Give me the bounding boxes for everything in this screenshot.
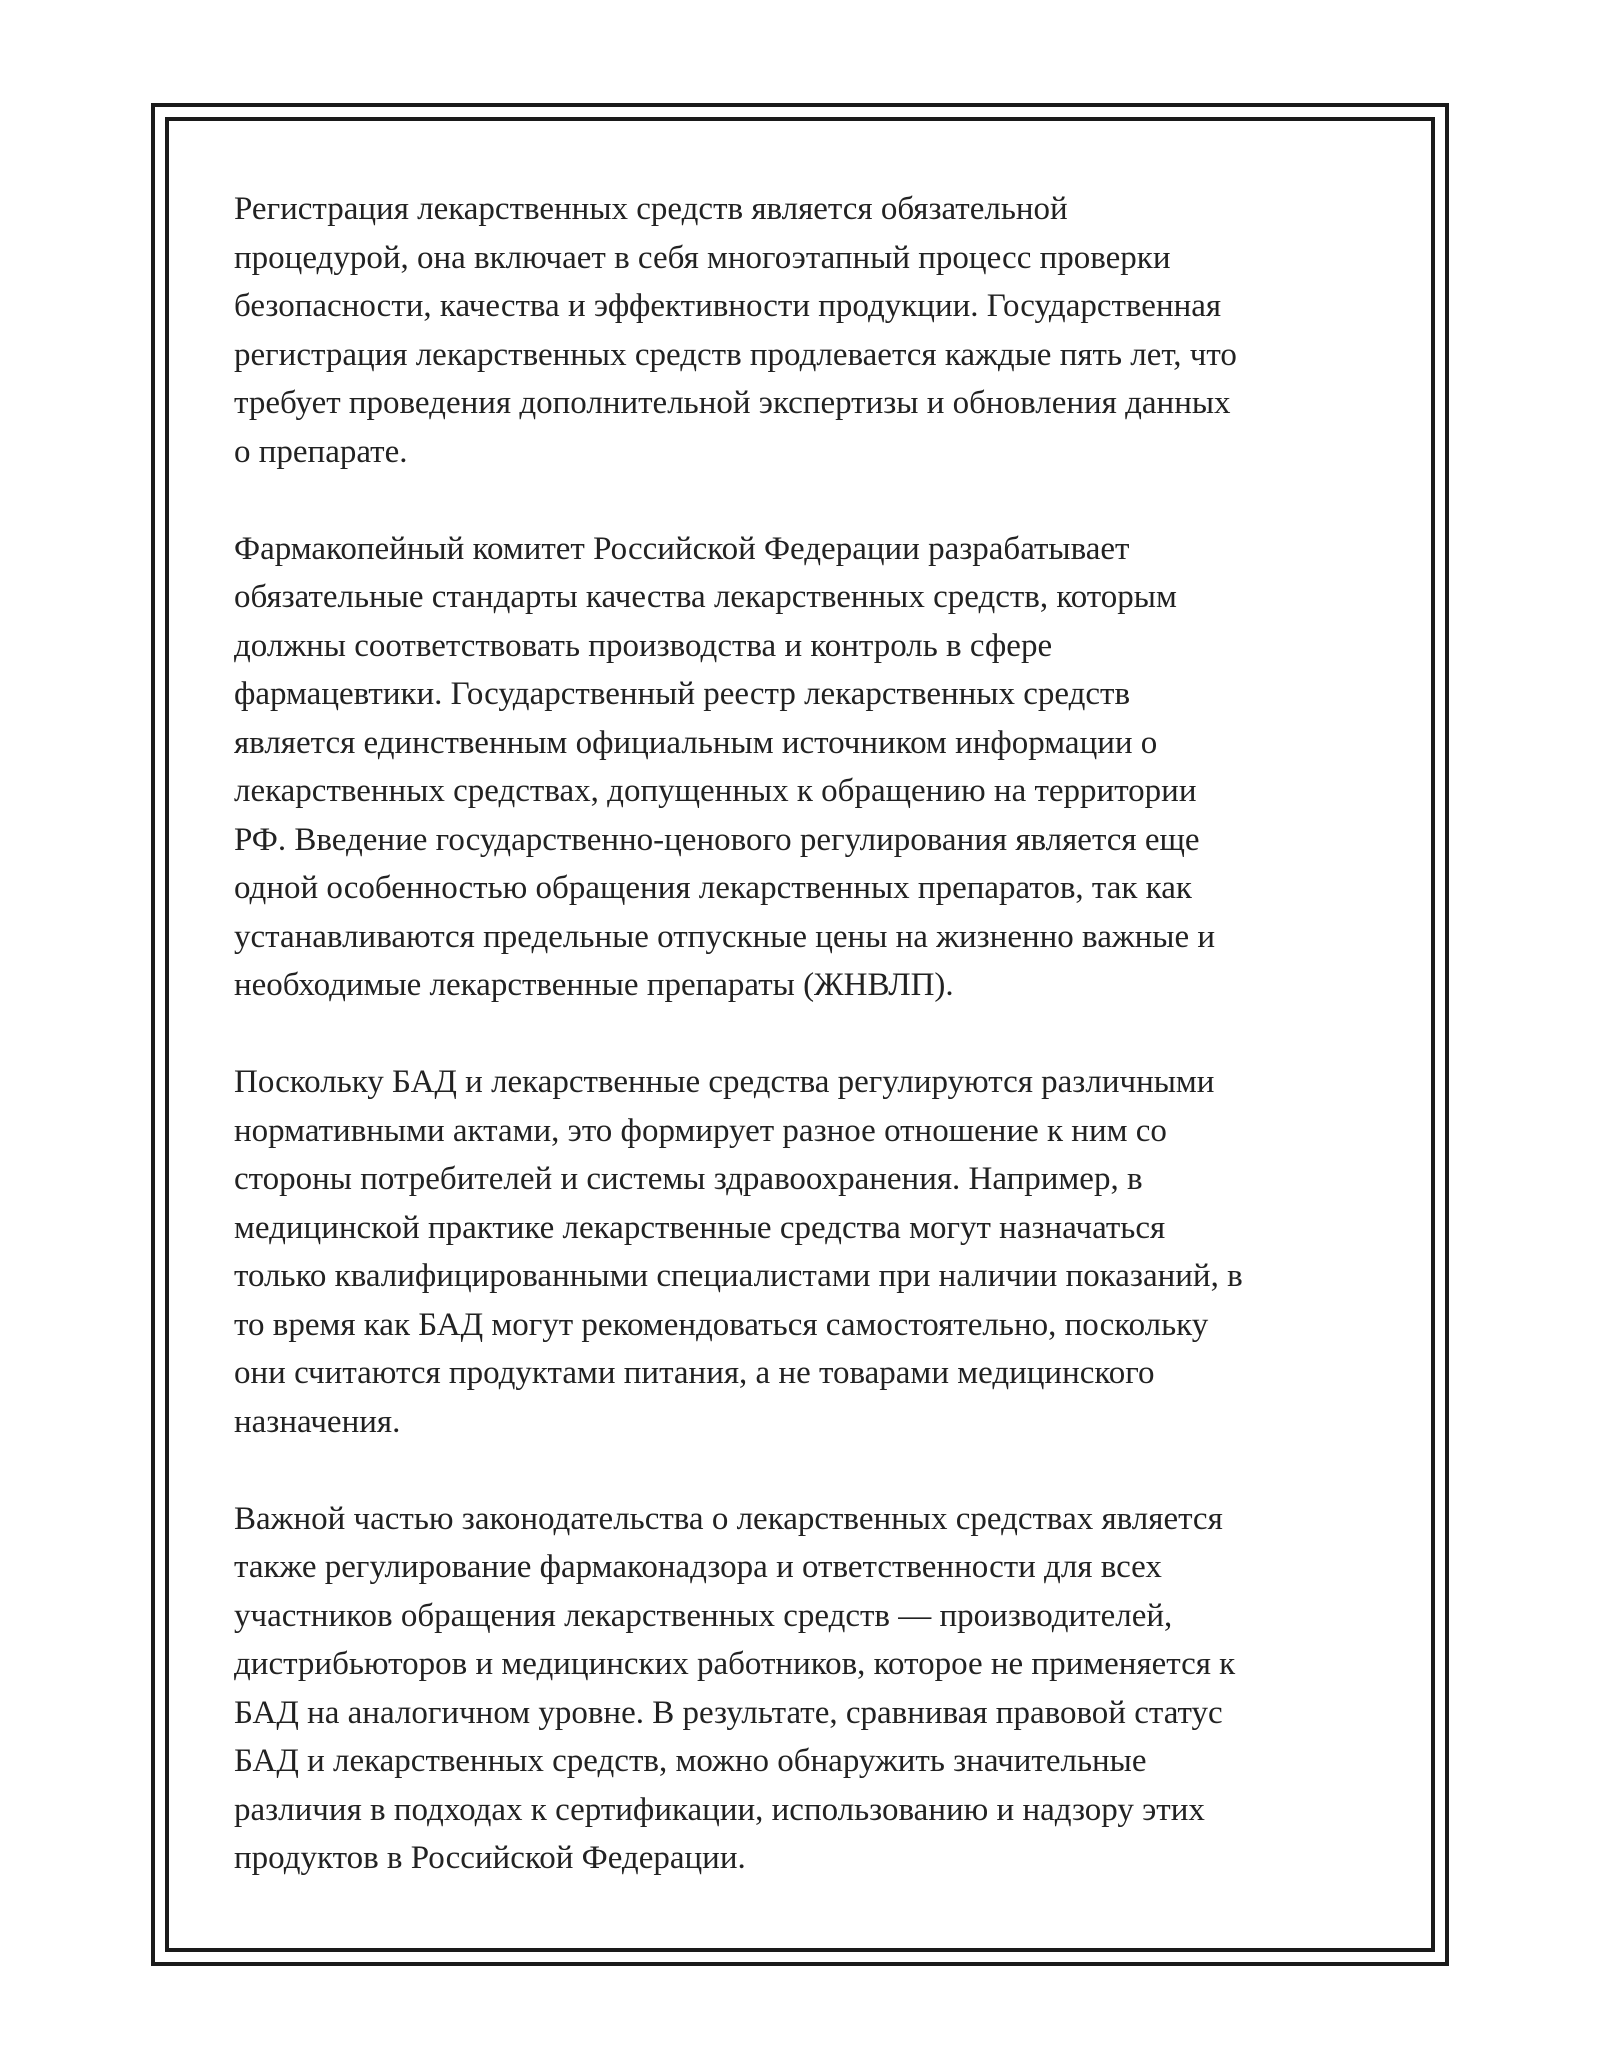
text-line: обязательные стандарты качества лекарственных средств, которым <box>234 579 1177 615</box>
text-line: нормативными актами, это формирует разное отношение к ним со <box>234 1112 1167 1149</box>
document-body <box>234 185 1364 1931</box>
text-line: БАД на аналогичном уровне. В результате, сравнивая правовой статус <box>234 1694 1223 1731</box>
paragraph-1 <box>234 185 1364 476</box>
text-line: медицинской практике лекарственные средства могут назначаться <box>234 1209 1166 1246</box>
paragraph-3 <box>234 1058 1364 1446</box>
text-line: Поскольку БАД и лекарственные средства регулируются различными <box>234 1064 1215 1100</box>
text-line: устанавливаются предельные отпускные цены на жизненно важные и <box>234 918 1216 955</box>
text-line: различия в подходах к сертификации, использованию и надзору этих <box>234 1791 1205 1828</box>
text-line: Важной частью законодательства о лекарственных средствах является <box>234 1500 1223 1537</box>
text-line: то время как БАД могут рекомендоваться самостоятельно, поскольку <box>234 1306 1209 1343</box>
text-line: необходимые лекарственные препараты (ЖНВЛП). <box>234 967 954 1003</box>
text-line: одной особенностью обращения лекарственных препаратов, так как <box>234 870 1192 906</box>
text-line: требует проведения дополнительной экспертизы и обновления данных <box>234 385 1231 421</box>
text-line: Фармакопейный комитет Российской Федерации разрабатывает <box>234 530 1130 567</box>
text-line: является единственным официальным источником информации о <box>234 724 1158 761</box>
text-line: о препарате. <box>234 433 408 470</box>
text-line: регистрация лекарственных средств продлевается каждые пять лет, что <box>234 336 1237 373</box>
text-line: участников обращения лекарственных средств — производителей, <box>234 1597 1173 1634</box>
text-line: процедурой, она включает в себя многоэтапный процесс проверки <box>234 239 1171 276</box>
text-line: дистрибьюторов и медицинских работников, которое не применяется к <box>234 1646 1236 1682</box>
text-line: также регулирование фармаконадзора и ответственности для всех <box>234 1549 1162 1585</box>
text-line: БАД и лекарственных средств, можно обнаружить значительные <box>234 1743 1147 1779</box>
text-line: фармацевтики. Государственный реестр лекарственных средств <box>234 676 1131 712</box>
text-line: продуктов в Российской Федерации. <box>234 1840 746 1876</box>
text-line: РФ. Введение государственно-ценового регулирования является еще <box>234 821 1200 858</box>
text-line: стороны потребителей и системы здравоохранения. Например, в <box>234 1161 1143 1197</box>
paragraph-4 <box>234 1495 1364 1883</box>
text-line: Регистрация лекарственных средств является обязательной <box>234 191 1068 227</box>
text-line: назначения. <box>234 1403 401 1440</box>
text-line: они считаются продуктами питания, а не товарами медицинского <box>234 1355 1155 1391</box>
text-line: только квалифицированными специалистами при наличии показаний, в <box>234 1258 1243 1294</box>
paragraph-2 <box>234 525 1364 1010</box>
text-line: безопасности, качества и эффективности продукции. Государственная <box>234 288 1222 324</box>
text-line: лекарственных средствах, допущенных к обращению на территории <box>234 773 1197 809</box>
text-line: должны соответствовать производства и контроль в сфере <box>234 627 1053 664</box>
